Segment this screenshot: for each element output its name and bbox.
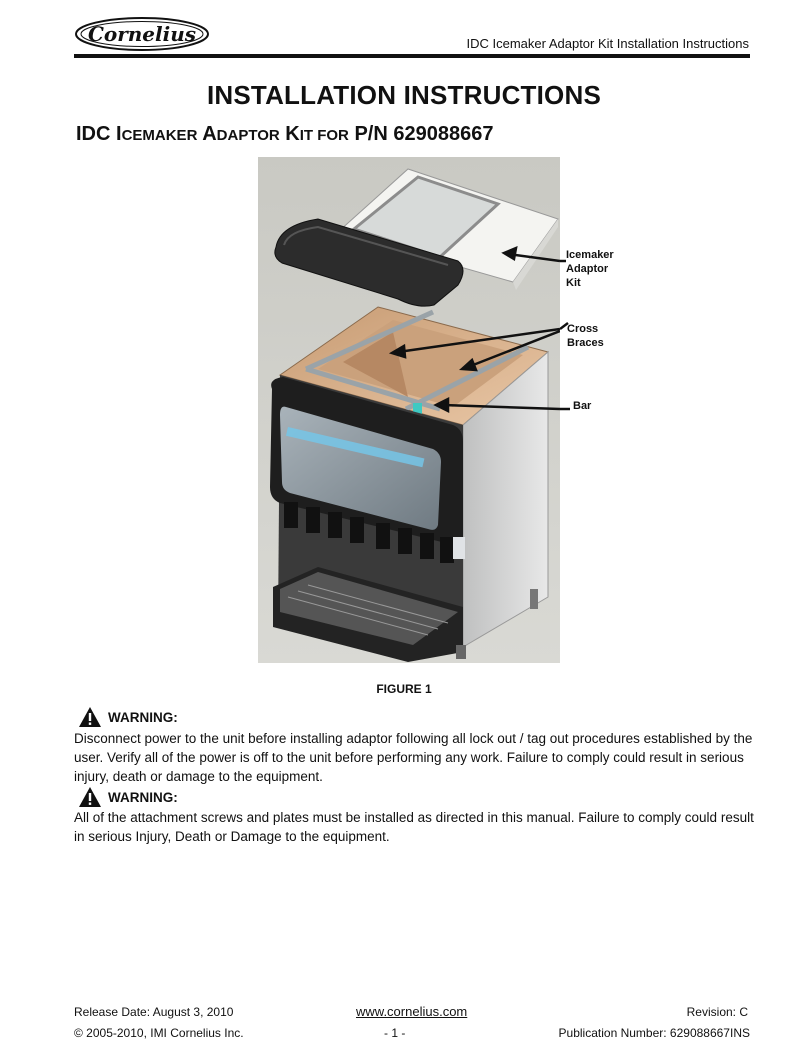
- footer-copyright: © 2005-2010, IMI Cornelius Inc.: [74, 1026, 244, 1040]
- callout-bar: Bar: [573, 400, 592, 412]
- callout-cross-braces: Cross Braces: [567, 323, 604, 349]
- warning-text-1: Disconnect power to the unit before installing adaptor following all lock out / tag out procedures established by the user. Verify all of the power is off to the unit before performing any work. Failure to comply could result in serious injury, death or damage to the equipment.: [74, 731, 753, 784]
- page-subtitle: IDC ICEMAKER ADAPTOR KIT FOR P/N 629088667: [76, 123, 494, 145]
- warning-triangle-icon: [78, 706, 102, 728]
- warning-triangle-icon: [78, 786, 102, 808]
- footer-publication-number: Publication Number: 629088667INS: [558, 1026, 750, 1040]
- figure-caption: FIGURE 1: [376, 682, 432, 696]
- header-rule: [74, 54, 750, 58]
- footer-website-link[interactable]: www.cornelius.com: [356, 1004, 468, 1019]
- dispenser-illustration: [258, 157, 560, 663]
- warning-heading-1: WARNING:: [78, 706, 178, 728]
- footer-page-number: - 1 -: [384, 1026, 406, 1040]
- footer-release-date: Release Date: August 3, 2010: [74, 1005, 234, 1019]
- cornelius-logo: [74, 16, 210, 52]
- footer-revision: Revision: C: [686, 1005, 748, 1019]
- callout-icemaker-adaptor-kit: Icemaker Adaptor Kit: [566, 249, 614, 289]
- page-title: INSTALLATION INSTRUCTIONS: [206, 80, 601, 110]
- svg-text:Cornelius: Cornelius: [87, 22, 197, 46]
- warning-text-2: All of the attachment screws and plates must be installed as directed in this manual. Failure to comply could result in serious Injury, Death or Damage to the equipment.: [74, 810, 754, 844]
- header-doc-title: IDC Icemaker Adaptor Kit Installation Instructions: [466, 36, 749, 51]
- warning-heading-2: WARNING:: [78, 786, 178, 808]
